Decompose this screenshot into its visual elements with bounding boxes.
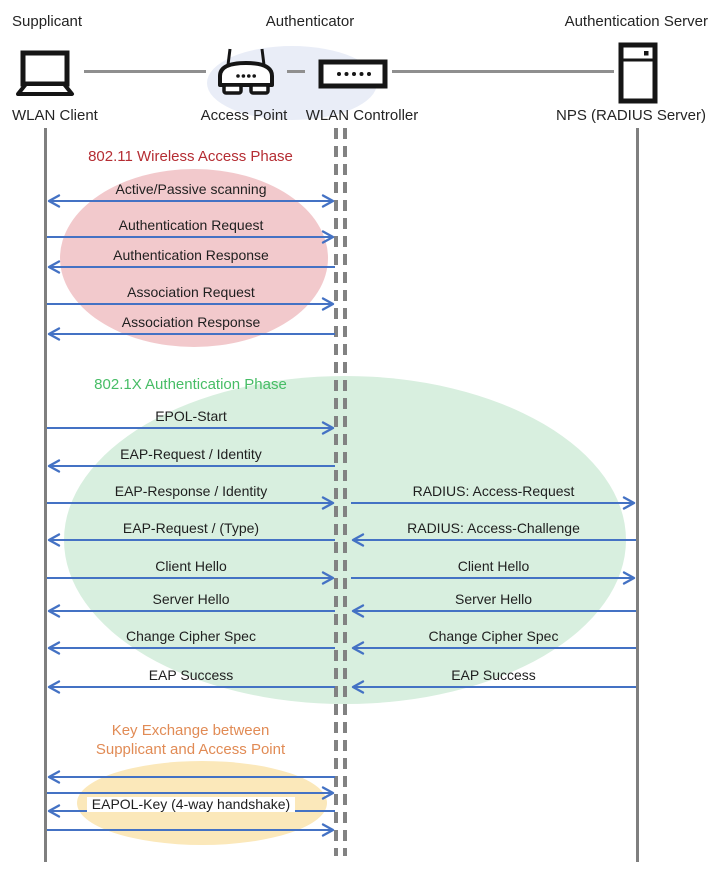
phase2-title: 802.1X Authentication Phase xyxy=(94,376,287,393)
message-label: Association Response xyxy=(121,314,261,330)
message-arrow xyxy=(47,822,335,838)
message-arrow xyxy=(47,769,335,785)
server-icon xyxy=(618,42,658,109)
lifeline-controller-dash-right xyxy=(343,128,347,856)
message-label: EAPOL-Key (4-way handshake) xyxy=(47,795,335,813)
message-label: Change Cipher Spec xyxy=(428,628,559,644)
node-label-access-point: Access Point xyxy=(200,107,288,124)
message-label: Server Hello xyxy=(152,591,230,607)
wlan-controller-icon xyxy=(318,59,388,94)
phase3-title-line1: Key Exchange between xyxy=(111,722,270,739)
message-label: Client Hello xyxy=(155,558,227,574)
message-label: Server Hello xyxy=(454,591,533,607)
node-label-wlan-controller: WLAN Controller xyxy=(305,107,419,124)
role-label-supplicant: Supplicant xyxy=(12,13,83,30)
role-label-authentication-server: Authentication Server xyxy=(564,13,708,30)
message-label: EAP Success xyxy=(451,667,536,683)
message-label: EAP-Request / (Type) xyxy=(122,520,260,536)
message-label: Active/Passive scanning xyxy=(115,181,267,197)
node-label-wlan-client: WLAN Client xyxy=(12,107,98,124)
message-label: EPOL-Start xyxy=(155,408,227,424)
message-label: Client Hello xyxy=(457,558,530,574)
message-label: Association Request xyxy=(127,284,255,300)
role-label-authenticator: Authenticator xyxy=(265,13,355,30)
message-label: EAP-Response / Identity xyxy=(114,483,268,499)
lifeline-auth-server xyxy=(636,128,639,862)
access-point-icon xyxy=(213,46,279,105)
message-label: Authentication Response xyxy=(113,247,269,263)
message-label: EAP Success xyxy=(148,667,234,683)
phase1-title: 802.11 Wireless Access Phase xyxy=(88,148,293,165)
message-label: RADIUS: Access-Request xyxy=(412,483,575,499)
node-label-nps-radius-server: NPS (RADIUS Server) xyxy=(555,107,707,124)
message-label: RADIUS: Access-Challenge xyxy=(407,520,580,536)
laptop-icon xyxy=(10,50,80,103)
message-label: Change Cipher Spec xyxy=(126,628,256,644)
phase3-title-line2: Supplicant and Access Point xyxy=(95,741,286,758)
message-label: EAP-Request / Identity xyxy=(120,446,262,462)
message-label: Authentication Request xyxy=(118,217,264,233)
